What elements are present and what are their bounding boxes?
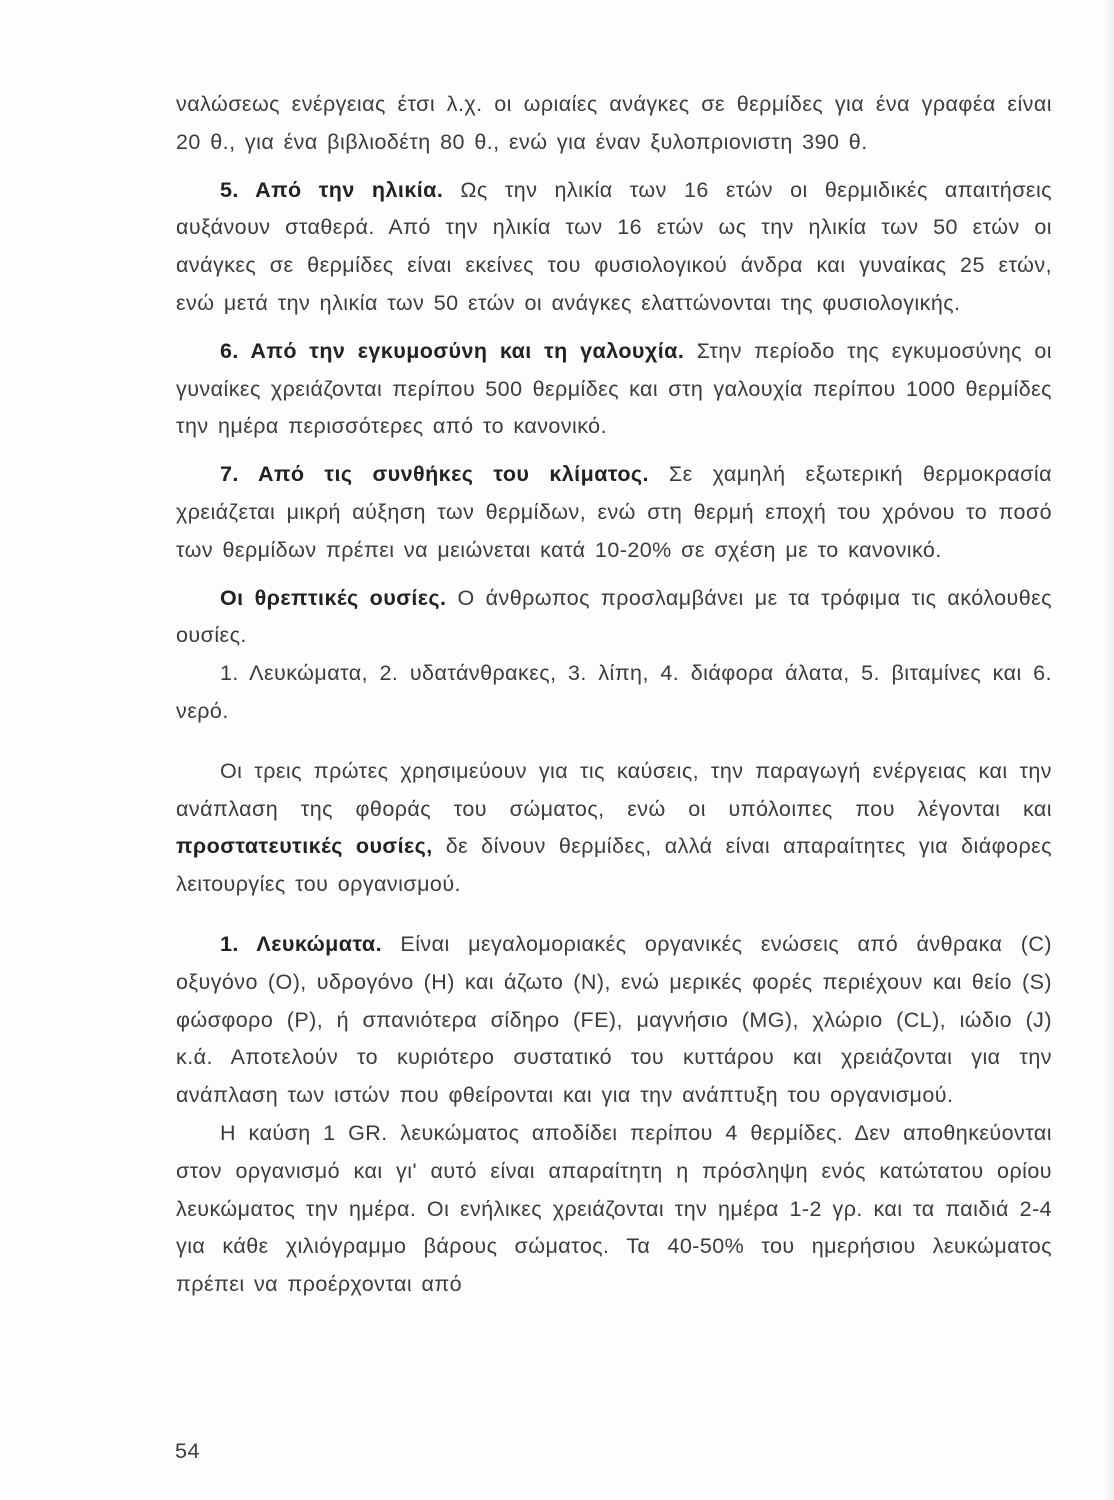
- paragraph-pregnancy: [176, 333, 1052, 446]
- paragraph-proteins: [176, 926, 1052, 1115]
- section-heading: 5. Από την ηλικία.: [220, 177, 444, 202]
- paragraph-protein-calories: [176, 1115, 1052, 1304]
- page-number: 54: [175, 1439, 200, 1463]
- paragraph-text: Στην περίοδο της εγκυμοσύνης οι γυναίκες χρειάζονται περίπου 500 θερμίδες και στη γαλουχία περίπου 1000 θερμίδες την ημέρα περισσότερες από το κανονικό.: [176, 338, 1052, 439]
- section-heading: 6. Από την εγκυμοσύνη και τη γαλουχία.: [220, 338, 685, 363]
- paragraph-climate: [176, 456, 1052, 569]
- emphasis-term: προστατευτικές ουσίες,: [176, 834, 433, 859]
- paragraph-nutrients: [176, 580, 1052, 656]
- paragraph-occupation-energy: [176, 86, 1052, 162]
- paragraph-text: Είναι μεγαλομοριακές οργανικές ενώσεις από άνθρακα (C) οξυγόνο (O), υδρογόνο (H) και άζωτο (N), ενώ μερικές φορές περιέχουν και θείο (S) φώσφορο (P), ή σπανιότερα σίδηρο (FE), μαγνήσιο (MG), χλώριο (CL), ιώδιο (J) κ.ά. Αποτελούν το κυριότερο συστατικό του κυττάρου και χρειάζονται για την ανάπλαση των ιστών που φθείρονται και για την ανάπτυξη του οργανισμού.: [176, 931, 1052, 1108]
- section-heading: 1. Λευκώματα.: [220, 931, 382, 956]
- scan-edge-shadow: [1104, 0, 1114, 1500]
- paragraph-text: Ο άνθρωπος προσλαμβάνει με τα τρόφιμα τις ακόλουθες ουσίες.: [176, 585, 1052, 648]
- paragraph-text: Οι τρεις πρώτες χρησιμεύουν για τις καύσεις, την παραγωγή ενέργειας και την ανάπλαση της φθοράς του σώματος, ενώ οι υπόλοιπες που λέγονται και: [176, 758, 1052, 821]
- paragraph-text: 1. Λευκώματα, 2. υδατάνθρακες, 3. λίπη, 4. διάφορα άλατα, 5. βιταμίνες και 6. νερό.: [176, 661, 1052, 723]
- paragraph-text: ναλώσεως ενέργειας έτσι λ.χ. οι ωριαίες ανάγκες σε θερμίδες για ένα γραφέα είναι 20 θ., για ένα βιβλιοδέτη 80 θ., ενώ για έναν ξυλοπριονιστη 390 θ.: [176, 92, 1052, 154]
- paragraph-age: [176, 172, 1052, 323]
- body-text: [176, 86, 1052, 1304]
- section-heading: 7. Από τις συνθήκες του κλίματος.: [220, 462, 649, 487]
- paragraph-text: Ως την ηλικία των 16 ετών οι θερμιδικές απαιτήσεις αυξάνουν σταθερά. Από την ηλικία των 16 ετών ως την ηλικία των 50 ετών οι ανάγκες σε θερμίδες είναι εκείνες του φυσιολογικού άνδρα και γυναίκας 25 ετών, ενώ μετά την ηλικία των 50 ετών οι ανάγκες ελαττώνονται της φυσιολογικής.: [176, 177, 1052, 315]
- paragraph-protective-substances: [176, 753, 1052, 904]
- paragraph-text: Η καύση 1 GR. λευκώματος αποδίδει περίπου 4 θερμίδες. Δεν αποθηκεύονται στον οργανισμό και γι' αυτό είναι απαραίτητη η πρόσληψη ενός κατώτατου ορίου λευκώματος την ημέρα. Οι ενήλικες χρειάζονται την ημέρα 1-2 γρ. και τα παιδιά 2-4 για κάθε χιλιόγραμμο βάρους σώματος. Τα 40-50% του ημερήσιου λευκώματος πρέπει να προέρχονται από: [176, 1120, 1052, 1297]
- paragraph-text: δε δίνουν θερμίδες, αλλά είναι απαραίτητες για διάφορες λειτουργίες του οργανισμού.: [176, 834, 1052, 897]
- paragraph-text: Σε χαμηλή εξωτερική θερμοκρασία χρειάζεται μικρή αύξηση των θερμίδων, ενώ στη θερμή εποχή του χρόνου το ποσό των θερμίδων πρέπει να μειώνεται κατά 10-20% σε σχέση με το κανονικό.: [176, 462, 1052, 562]
- section-heading: Οι θρεπτικές ουσίες.: [220, 585, 447, 610]
- paragraph-nutrient-list: [176, 655, 1052, 731]
